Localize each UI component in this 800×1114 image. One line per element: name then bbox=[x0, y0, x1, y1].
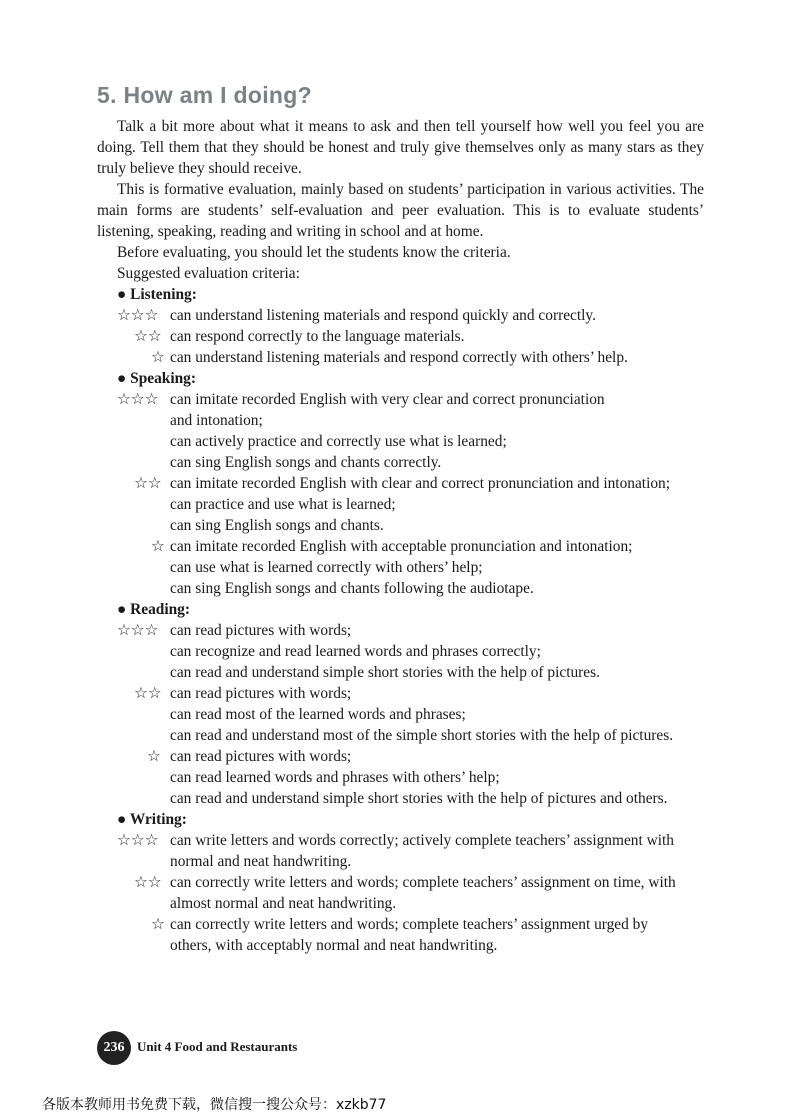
speaking-three-star-line: can actively practice and correctly use what is learned; bbox=[170, 433, 507, 450]
one-star-icon: ☆ bbox=[151, 916, 165, 933]
running-footer-title: Unit 4 Food and Restaurants bbox=[137, 1039, 298, 1054]
writing-two-star-line: can correctly write letters and words; complete teachers’ assignment on time, with bbox=[170, 874, 676, 891]
two-stars-icon: ☆☆ bbox=[134, 328, 162, 345]
watermark-text: 各版本教师用书免费下载，微信搜一搜公众号：xzkb77 bbox=[42, 1097, 387, 1113]
speaking-one-star-line: can sing English songs and chants following the audiotape. bbox=[170, 580, 534, 597]
listening-one-star: can understand listening materials and respond correctly with others’ help. bbox=[170, 349, 628, 366]
reading-heading: ● Reading: bbox=[117, 601, 191, 618]
reading-three-star-line: can read and understand simple short stories with the help of pictures. bbox=[170, 664, 600, 681]
writing-one-star-line: others, with acceptably normal and neat handwriting. bbox=[170, 937, 498, 954]
listening-two-star: can respond correctly to the language materials. bbox=[170, 328, 465, 345]
one-star-icon: ☆ bbox=[151, 349, 165, 366]
speaking-two-star-line: can imitate recorded English with clear and correct pronunciation and intonation; bbox=[170, 475, 671, 492]
evaluation-paragraph: This is formative evaluation, mainly based on students’ participation in various activities. The main forms are students’ self-evaluation and peer evaluation. This is to evaluate students’ listening, speaking, reading and writing in school and at home. bbox=[97, 181, 704, 240]
speaking-three-star-line: can sing English songs and chants correctly. bbox=[170, 454, 442, 471]
listening-heading: ● Listening: bbox=[117, 286, 197, 303]
two-stars-icon: ☆☆ bbox=[134, 685, 162, 702]
listening-three-star: can understand listening materials and respond quickly and correctly. bbox=[170, 307, 596, 324]
writing-heading: ● Writing: bbox=[117, 811, 187, 828]
three-stars-icon: ☆☆☆ bbox=[117, 622, 159, 639]
speaking-two-star-line: can practice and use what is learned; bbox=[170, 496, 396, 513]
speaking-one-star-line: can imitate recorded English with acceptable pronunciation and intonation; bbox=[170, 538, 633, 555]
writing-three-star-line: can write letters and words correctly; actively complete teachers’ assignment with bbox=[170, 832, 674, 849]
two-stars-icon: ☆☆ bbox=[134, 874, 162, 891]
writing-three-star-line: normal and neat handwriting. bbox=[170, 853, 352, 870]
reading-two-star-line: can read most of the learned words and phrases; bbox=[170, 706, 466, 723]
intro-paragraph: Talk a bit more about what it means to ask and then tell yourself how well you feel you are doing. Tell them that they should be honest and truly give themselves only as many stars as they truly believe they should receive. bbox=[97, 118, 704, 177]
two-stars-icon: ☆☆ bbox=[134, 475, 162, 492]
reading-two-star-line: can read pictures with words; bbox=[170, 685, 352, 702]
writing-two-star-line: almost normal and neat handwriting. bbox=[170, 895, 397, 912]
three-stars-icon: ☆☆☆ bbox=[117, 391, 159, 408]
reading-three-star-line: can recognize and read learned words and phrases correctly; bbox=[170, 643, 541, 660]
one-star-icon: ☆ bbox=[151, 538, 165, 555]
reading-one-star-line: can read learned words and phrases with others’ help; bbox=[170, 769, 500, 786]
reading-one-star-line: can read and understand simple short stories with the help of pictures and others. bbox=[170, 790, 668, 807]
speaking-three-star-line: and intonation; bbox=[170, 412, 263, 429]
three-stars-icon: ☆☆☆ bbox=[117, 832, 159, 849]
section-heading: 5. How am I doing? bbox=[97, 82, 312, 108]
speaking-three-star-line: can imitate recorded English with very clear and correct pronunciation bbox=[170, 391, 605, 408]
writing-one-star-line: can correctly write letters and words; complete teachers’ assignment urged by bbox=[170, 916, 649, 933]
three-stars-icon: ☆☆☆ bbox=[117, 307, 159, 324]
speaking-two-star-line: can sing English songs and chants. bbox=[170, 517, 384, 534]
reading-one-star-line: can read pictures with words; bbox=[170, 748, 352, 765]
speaking-heading: ● Speaking: bbox=[117, 370, 197, 387]
reading-three-star-line: can read pictures with words; bbox=[170, 622, 352, 639]
speaking-one-star-line: can use what is learned correctly with others’ help; bbox=[170, 559, 483, 576]
criteria-note: Before evaluating, you should let the students know the criteria. bbox=[117, 244, 511, 261]
reading-two-star-line: can read and understand most of the simple short stories with the help of pictures. bbox=[170, 727, 674, 744]
one-star-icon: ☆ bbox=[147, 748, 161, 765]
page-number-badge: 236 bbox=[97, 1031, 131, 1065]
criteria-title: Suggested evaluation criteria: bbox=[117, 265, 300, 282]
